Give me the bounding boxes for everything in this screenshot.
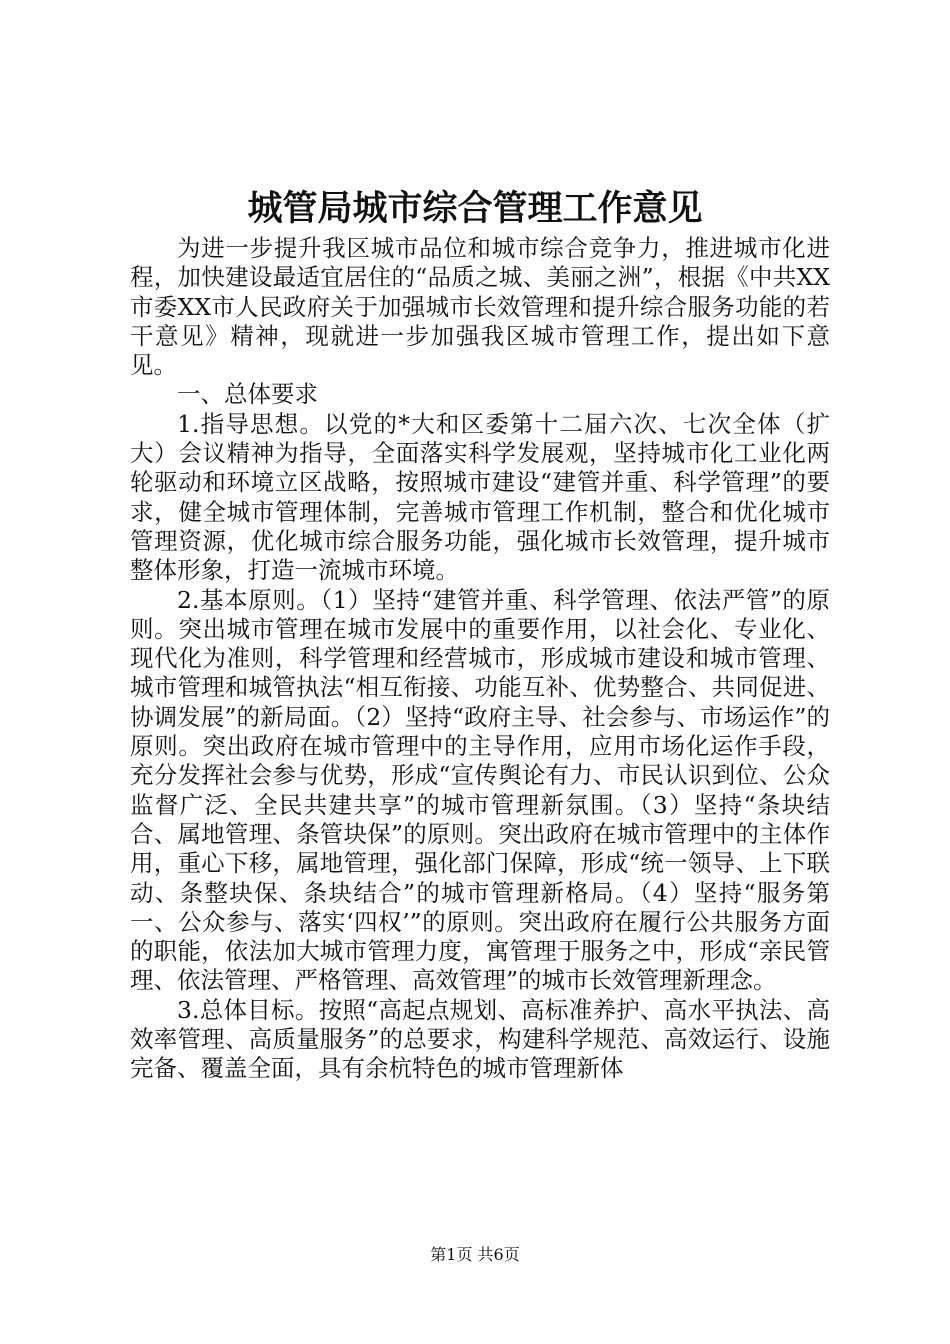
document-body [130,234,830,1084]
document-title: 城管局城市综合管理工作意见 [247,188,703,229]
page-footer: 第1页 共6页 [430,1245,520,1264]
paragraph-intro: 为进一步提升我区城市品位和城市综合竞争力，推进城市化进程，加快建设最适宜居住的“品质之城、美丽之洲”，根据《中共XX市委XX市人民政府关于加强城市长效管理和提升综合服务功能的若干意见》精神，现就进一步加强我区城市管理工作，提出如下意见。 [130,234,830,380]
paragraph-overall-goal: 3.总体目标。按照“高起点规划、高标准养护、高水平执法、高效率管理、高质量服务”的总要求，构建科学规范、高效运行、设施完备、覆盖全面，具有余杭特色的城市管理新体 [130,995,830,1083]
section-heading-general-requirements: 一、总体要求 [177,380,318,409]
paragraph-basic-principles: 2.基本原则。（1）坚持“建管并重、科学管理、依法严管”的原则。突出城市管理在城市发展中的重要作用，以社会化、专业化、现代化为准则，科学管理和经营城市，形成城市建设和城市管理、城市管理和城管执法“相互衔接、功能互补、优势整合、共同促进、协调发展”的新局面。（2）坚持“政府主导、社会参与、市场运作”的原则。突出政府在城市管理中的主导作用，应用市场化运作手段，充分发挥社会参与优势，形成“宣传舆论有力、市民认识到位、公众监督广泛、全民共建共享”的城市管理新氛围。（3）坚持“条块结合、属地管理、条管块保”的原则。突出政府在城市管理中的主体作用，重心下移，属地管理，强化部门保障，形成“统一领导、上下联动、条整块保、条块结合”的城市管理新格局。（4）坚持“服务第一、公众参与、落实‘四权’”的原则。突出政府在履行公共服务方面的职能，依法加大城市管理力度，寓管理于服务之中，形成“亲民管理、依法管理、严格管理、高效管理”的城市长效管理新理念。 [130,585,830,995]
paragraph-guiding-ideology: 1.指导思想。以党的*大和区委第十二届六次、七次全体（扩大）会议精神为指导，全面落实科学发展观，坚持城市化工业化两轮驱动和环境立区战略，按照城市建设“建管并重、科学管理”的要求，健全城市管理体制，完善城市管理工作机制，整合和优化城市管理资源，优化城市综合服务功能，强化城市长效管理，提升城市整体形象，打造一流城市环境。 [130,409,830,585]
